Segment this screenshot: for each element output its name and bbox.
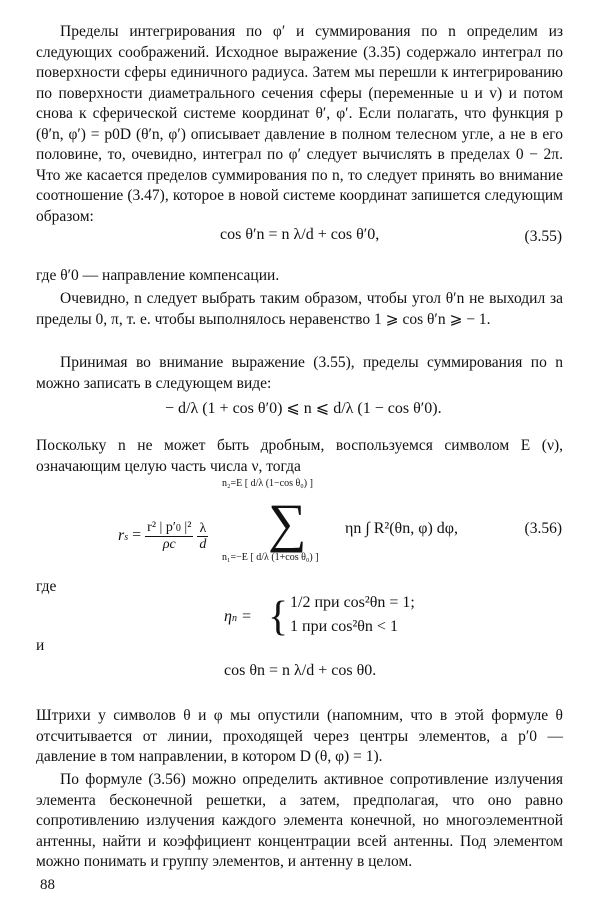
eta-case-2: 1 при cos²θn < 1 [290, 618, 398, 635]
eta-brace: { [268, 594, 289, 640]
paragraph-1: Пределы интегрирования по φ′ и суммирования по n определим из следующих соображений. Исходное выражение (3.35) содержало интеграл по поверхности сферы единичного радиуса. Затем мы перешли к интегрированию по поверхности диаметрального сечения сферы (переменные u и v) и потом снова к сферической системе координат θ′, φ′. Если полагать, что функция p (θ′n, φ′) = p0D (θ′n, φ′) описывает давление в полном телесном угле, а не в его половине, то, очевидно, интеграл по φ′ следует вычислять в пределах 0 − 2π. Что же касается пределов суммирования по n, то следует принять во внимание соотношение (3.47), которое в новой системе координат запишется следующим образом: [36, 23, 563, 225]
equation-3-56-body: ηn ∫ R²(θn, φ) dφ, [345, 520, 459, 537]
eta-symbol: ηn = [224, 608, 252, 625]
equation-3-55 [220, 226, 379, 244]
fraction-r2p-num: r² | p′0 |² [147, 520, 192, 535]
sum-upper-limit: n₂=E [ d/λ (1−cos θ₀) ] [222, 478, 313, 489]
paragraph-5: Поскольку n не может быть дробным, воспользуемся символом E (ν), означающим целую часть числа ν, тогда [36, 437, 563, 475]
paragraph-8: Штрихи у символов θ и φ мы опустили (напомним, что в этой формуле θ отсчитывается от линии, проходящей через центры элементов, а p′0 — давление в том направлении, в котором D (θ, φ) = 1). [36, 707, 563, 765]
fraction-r2p-den: ρc [162, 537, 176, 552]
equation-3-55-text: cos θ′n = n λ/d + cos θ′0, [220, 226, 380, 243]
paragraph-7: и [36, 637, 45, 654]
paragraph-9: По формуле (3.56) можно определить активное сопротивление излучения элемента бесконечной решетки, а затем, предполагая, что оно равно сопротивлению излучения каждого элемента конечной, но многоэлементной антенны, найти и коэффициент концентрации всей антенны. Под элементом можно понимать и группу элементов, и антенну в целом. [36, 771, 563, 870]
fraction-lambda-d [197, 521, 208, 552]
inequality-limits: − d/λ (1 + cos θ′0) ⩽ n ⩽ d/λ (1 − cos θ′0). [165, 400, 442, 417]
sum-lower-limit: n₁=−E [ d/λ (1+cos θ₀) ] [222, 552, 319, 563]
fraction-lambda-d-num: λ [197, 521, 208, 537]
equation-3-55-number: (3.55) [524, 228, 562, 245]
eta-case-1: 1/2 при cos²θn = 1; [290, 594, 415, 611]
paragraph-2: где θ′0 — направление компенсации. [36, 267, 280, 284]
fraction-r2p [145, 520, 193, 552]
page-number: 88 [40, 877, 55, 893]
equation-3-56-number: (3.56) [524, 520, 562, 537]
equation-cos-theta-n: cos θn = n λ/d + cos θ0. [224, 662, 377, 679]
sum-sign: ∑ [268, 493, 307, 553]
equation-3-56-lhs: rs = $\frac{\text{r² | p′0 |²}}{\rho c}$ $\frac{\lambda}{d}$ [118, 520, 207, 552]
paragraph-6: где [36, 578, 57, 595]
paragraph-4: Принимая во внимание выражение (3.55), пределы суммирования по n можно записать в следующем виде: [36, 354, 563, 392]
fraction-lambda-d-den: d [199, 536, 207, 552]
paragraph-3: Очевидно, n следует выбрать таким образом, чтобы угол θ′n не выходил за пределы 0, π, т. е. чтобы выполнялось неравенство 1 ⩾ cos θ′n ⩾ − 1. [36, 290, 563, 328]
